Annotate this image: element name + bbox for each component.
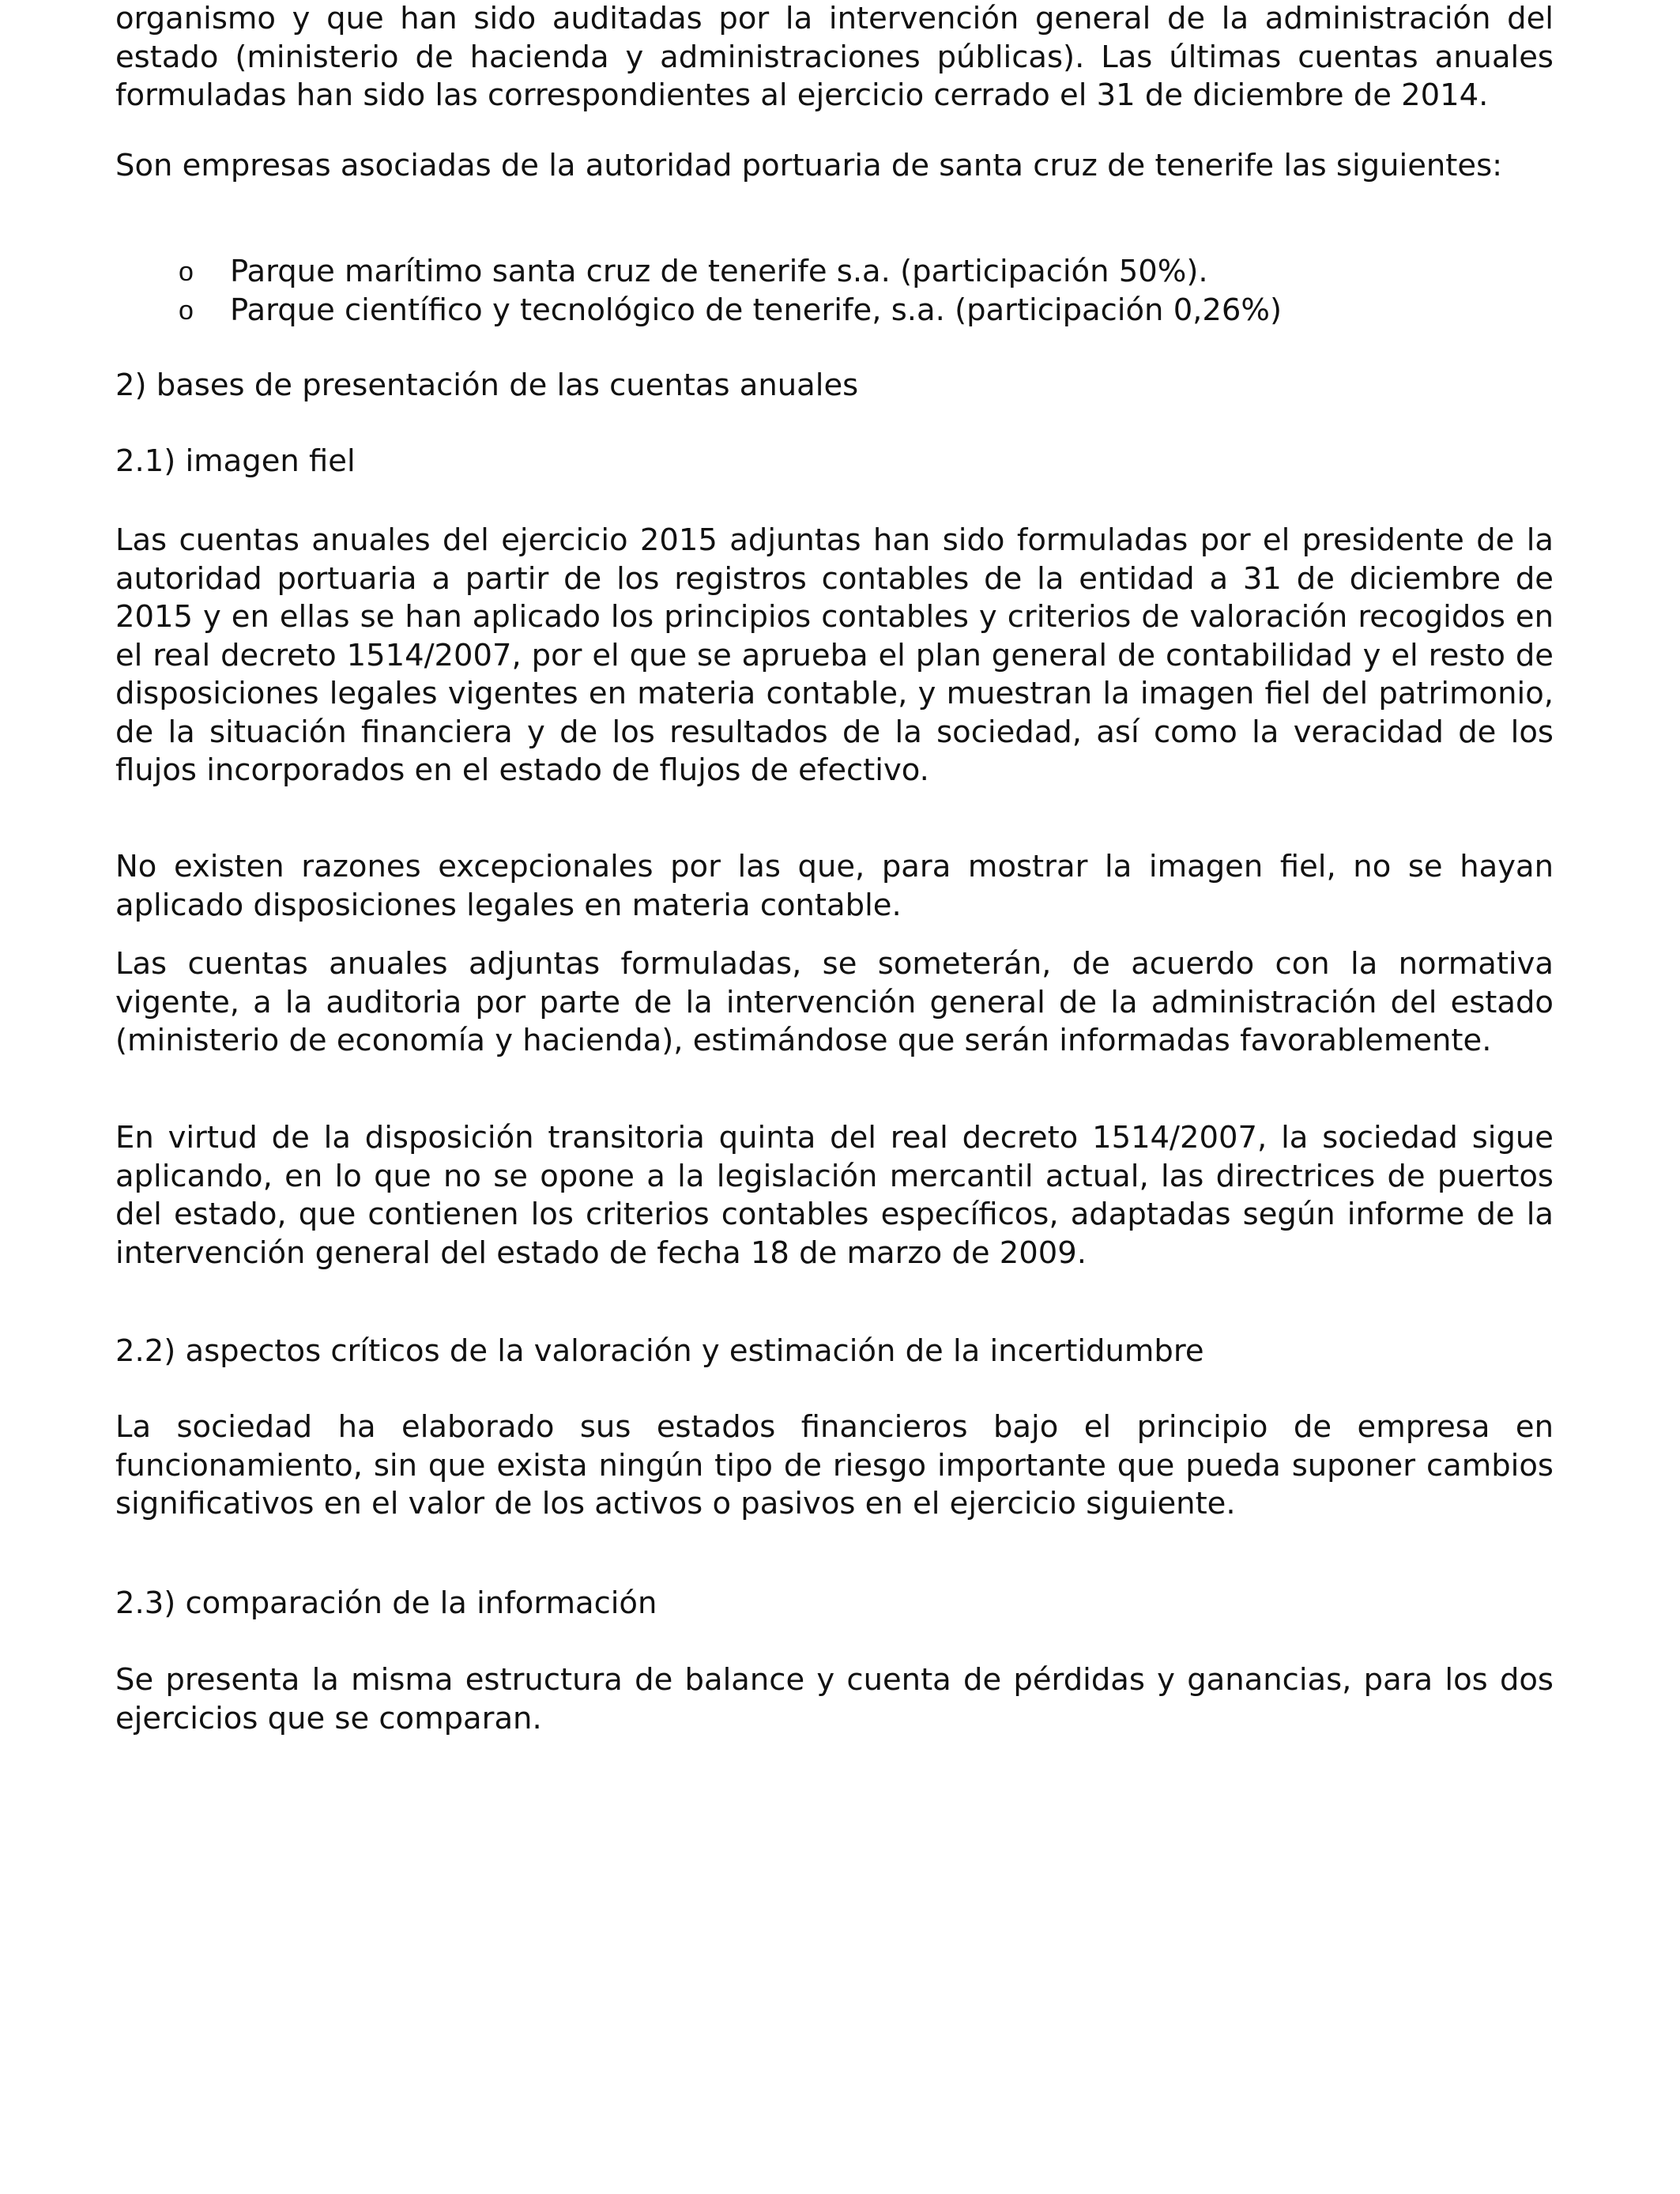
list-item [115, 292, 1554, 330]
bullet-icon: o [179, 257, 194, 287]
paragraph-aspectos-criticos: La sociedad ha elaborado sus estados financieros bajo el principio de empresa en funcionamiento, sin que exista ningún tipo de riesgo importante que pueda suponer cambios significativos en el valor de los activos o pasivos en el ejercicio siguiente. [115, 1409, 1554, 1521]
heading-section-2-1: 2.1) imagen fiel [115, 443, 356, 479]
bullet-icon: o [179, 296, 194, 326]
list-item-text: Parque marítimo santa cruz de tenerife s.a. (participación 50%). [230, 254, 1208, 289]
paragraph-associated-intro: Son empresas asociadas de la autoridad portuaria de santa cruz de tenerife las siguientes: [115, 148, 1503, 183]
paragraph-imagen-fiel-2: No existen razones excepcionales por las que, para mostrar la imagen fiel, no se hayan aplicado disposiciones legales en materia contable. [115, 849, 1554, 923]
paragraph-imagen-fiel-3: Las cuentas anuales adjuntas formuladas, se someterán, de acuerdo con la normativa vigente, a la auditoria por parte de la intervención general de la administración del estado (ministerio de economía y hacienda), estimándose que serán informadas favorablemente. [115, 946, 1554, 1058]
associated-companies-list [115, 253, 1554, 330]
heading-section-2: 2) bases de presentación de las cuentas anuales [115, 368, 859, 403]
paragraph-comparacion: Se presenta la misma estructura de balance y cuenta de pérdidas y ganancias, para los dos ejercicios que se comparan. [115, 1662, 1554, 1736]
paragraph-imagen-fiel-1: Las cuentas anuales del ejercicio 2015 adjuntas han sido formuladas por el presidente de la autoridad portuaria a partir de los registros contables de la entidad a 31 de diciembre de 2015 y en ellas se han aplicado los principios contables y criterios de valoración recogidos en el real decreto 1514/2007, por el que se aprueba el plan general de contabilidad y el resto de disposiciones legales vigentes en materia contable, y muestran la imagen fiel del patrimonio, de la situación financiera y de los resultados de la sociedad, así como la veracidad de los flujos incorporados en el estado de flujos de efectivo. [115, 522, 1554, 788]
list-item-text: Parque científico y tecnológico de tenerife, s.a. (participación 0,26%) [230, 292, 1283, 328]
heading-section-2-3: 2.3) comparación de la información [115, 1585, 657, 1621]
paragraph-imagen-fiel-4: En virtud de la disposición transitoria quinta del real decreto 1514/2007, la sociedad sigue aplicando, en lo que no se opone a la legislación mercantil actual, las directrices de puertos del estado, que contienen los criterios contables específicos, adaptadas según informe de la intervención general del estado de fecha 18 de marzo de 2009. [115, 1120, 1554, 1271]
list-item [115, 253, 1554, 292]
paragraph-intro-continuation: organismo y que han sido auditadas por la intervención general de la administración del estado (ministerio de hacienda y administraciones públicas). Las últimas cuentas anuales formuladas han sido las correspondientes al ejercicio cerrado el 31 de diciembre de 2014. [115, 1, 1554, 113]
heading-section-2-2: 2.2) aspectos críticos de la valoración y estimación de la incertidumbre [115, 1333, 1204, 1369]
